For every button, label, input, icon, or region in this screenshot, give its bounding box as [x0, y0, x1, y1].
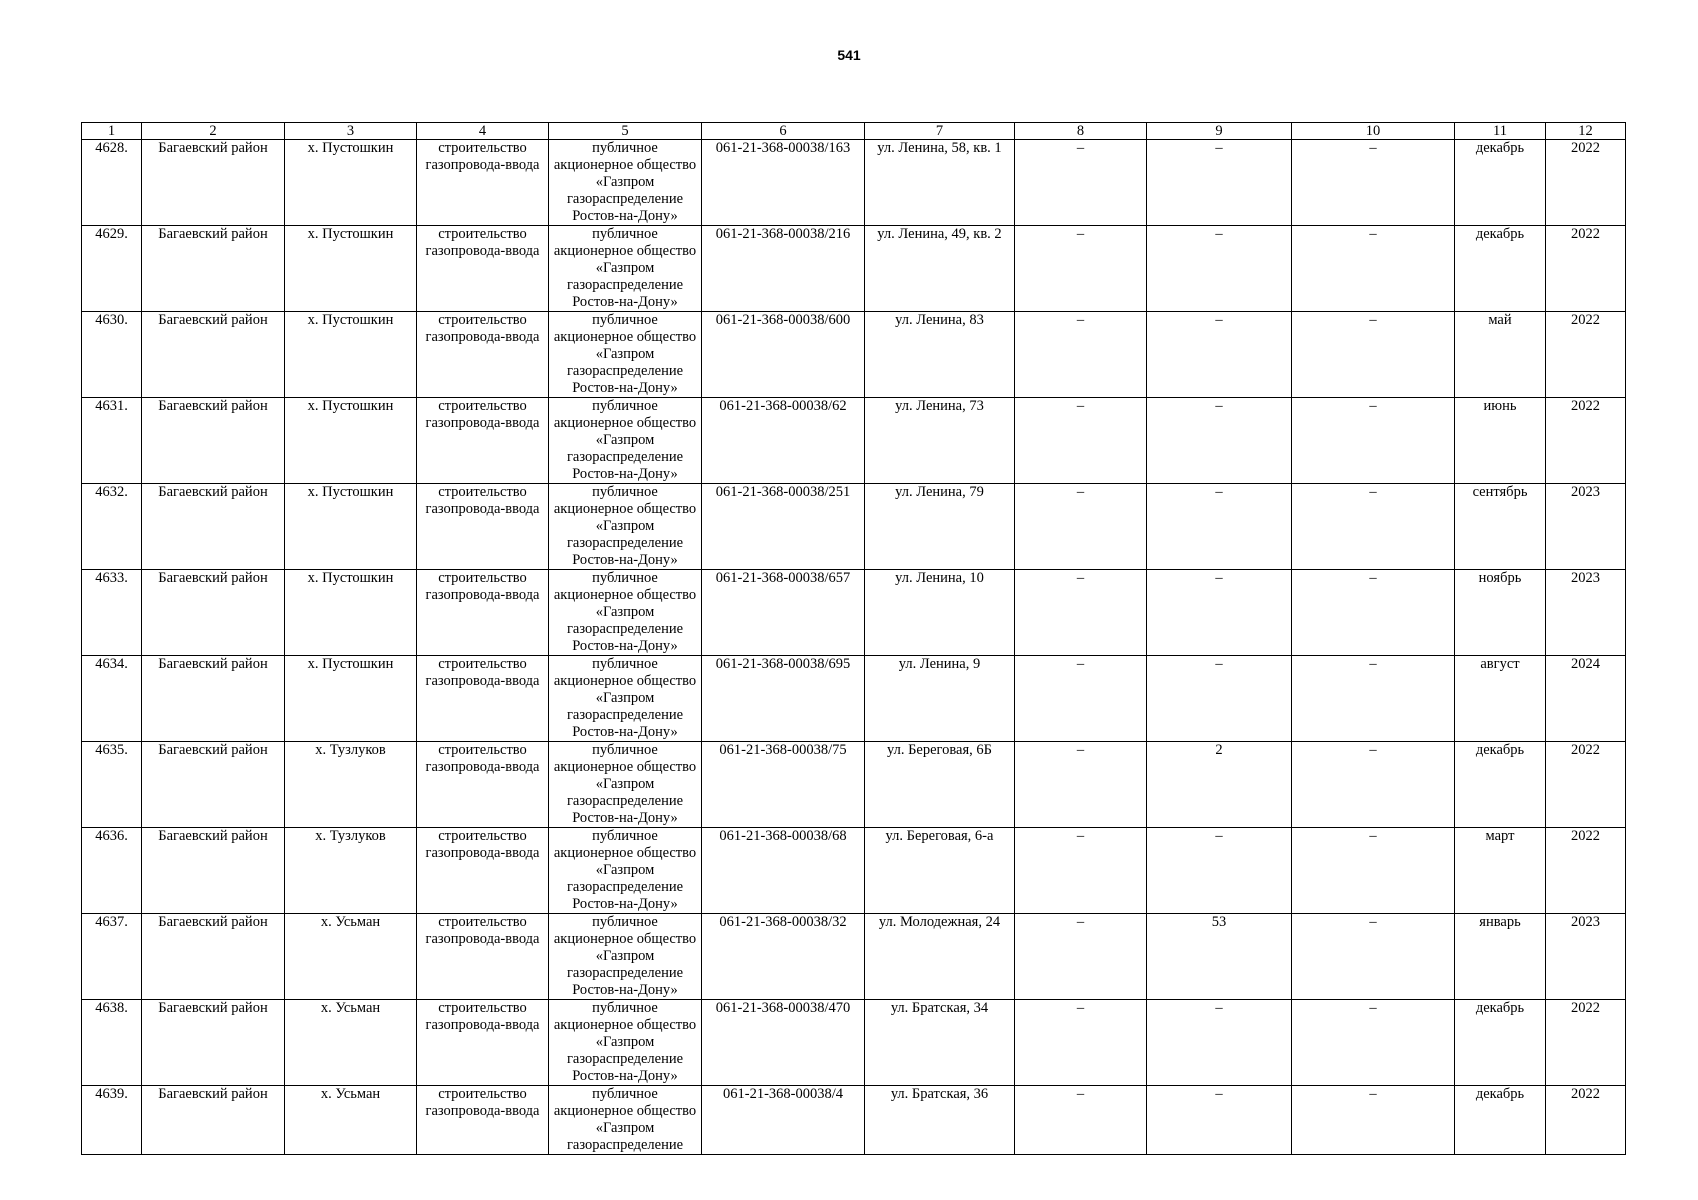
table-row — [82, 1086, 1626, 1155]
month-cell: март — [1455, 828, 1546, 914]
code-cell: 061-21-368-00038/470 — [702, 1000, 865, 1086]
table-row — [82, 140, 1626, 226]
column-header: 1 — [82, 123, 142, 140]
column-8-cell: – — [1015, 1086, 1147, 1155]
column-9-cell: – — [1147, 484, 1292, 570]
column-10-cell: – — [1292, 656, 1455, 742]
table-body — [82, 123, 1626, 1155]
work-type-cell: строительство газопровода-ввода — [417, 140, 549, 226]
organization-cell: публичное акционерное общество «Газпром газораспределение Ростов-на-Дону» — [549, 140, 702, 226]
work-type-cell: строительство газопровода-ввода — [417, 484, 549, 570]
district-cell: Багаевский район — [142, 742, 285, 828]
month-cell: декабрь — [1455, 1000, 1546, 1086]
table-row — [82, 312, 1626, 398]
address-cell: ул. Ленина, 58, кв. 1 — [865, 140, 1015, 226]
work-type-cell: строительство газопровода-ввода — [417, 398, 549, 484]
district-cell: Багаевский район — [142, 312, 285, 398]
column-9-cell: – — [1147, 1086, 1292, 1155]
column-header: 2 — [142, 123, 285, 140]
column-9-cell: – — [1147, 1000, 1292, 1086]
code-cell: 061-21-368-00038/4 — [702, 1086, 865, 1155]
work-type-cell: строительство газопровода-ввода — [417, 742, 549, 828]
month-cell: июнь — [1455, 398, 1546, 484]
column-header: 4 — [417, 123, 549, 140]
row-number-cell: 4633. — [82, 570, 142, 656]
month-cell: май — [1455, 312, 1546, 398]
month-cell: ноябрь — [1455, 570, 1546, 656]
address-cell: ул. Братская, 34 — [865, 1000, 1015, 1086]
address-cell: ул. Ленина, 49, кв. 2 — [865, 226, 1015, 312]
locality-cell: х. Усьман — [285, 1000, 417, 1086]
column-10-cell: – — [1292, 742, 1455, 828]
column-10-cell: – — [1292, 312, 1455, 398]
code-cell: 061-21-368-00038/163 — [702, 140, 865, 226]
locality-cell: х. Пустошкин — [285, 312, 417, 398]
column-10-cell: – — [1292, 140, 1455, 226]
locality-cell: х. Усьман — [285, 914, 417, 1000]
column-header: 3 — [285, 123, 417, 140]
column-header: 6 — [702, 123, 865, 140]
column-9-cell: – — [1147, 312, 1292, 398]
year-cell: 2023 — [1546, 570, 1626, 656]
locality-cell: х. Пустошкин — [285, 656, 417, 742]
row-number-cell: 4638. — [82, 1000, 142, 1086]
organization-cell: публичное акционерное общество «Газпром газораспределение Ростов-на-Дону» — [549, 226, 702, 312]
column-10-cell: – — [1292, 570, 1455, 656]
column-8-cell: – — [1015, 570, 1147, 656]
code-cell: 061-21-368-00038/32 — [702, 914, 865, 1000]
month-cell: август — [1455, 656, 1546, 742]
year-cell: 2023 — [1546, 484, 1626, 570]
table-row — [82, 828, 1626, 914]
table-row — [82, 398, 1626, 484]
month-cell: декабрь — [1455, 1086, 1546, 1155]
address-cell: ул. Молодежная, 24 — [865, 914, 1015, 1000]
column-8-cell: – — [1015, 312, 1147, 398]
district-cell: Багаевский район — [142, 398, 285, 484]
row-number-cell: 4635. — [82, 742, 142, 828]
table-row — [82, 656, 1626, 742]
code-cell: 061-21-368-00038/657 — [702, 570, 865, 656]
column-10-cell: – — [1292, 398, 1455, 484]
code-cell: 061-21-368-00038/251 — [702, 484, 865, 570]
district-cell: Багаевский район — [142, 1000, 285, 1086]
year-cell: 2022 — [1546, 828, 1626, 914]
work-type-cell: строительство газопровода-ввода — [417, 1000, 549, 1086]
year-cell: 2022 — [1546, 398, 1626, 484]
row-number-cell: 4639. — [82, 1086, 142, 1155]
locality-cell: х. Пустошкин — [285, 226, 417, 312]
column-8-cell: – — [1015, 398, 1147, 484]
row-number-cell: 4628. — [82, 140, 142, 226]
district-cell: Багаевский район — [142, 914, 285, 1000]
column-10-cell: – — [1292, 484, 1455, 570]
column-8-cell: – — [1015, 914, 1147, 1000]
row-number-cell: 4630. — [82, 312, 142, 398]
work-type-cell: строительство газопровода-ввода — [417, 914, 549, 1000]
organization-cell: публичное акционерное общество «Газпром газораспределение Ростов-на-Дону» — [549, 312, 702, 398]
address-cell: ул. Береговая, 6Б — [865, 742, 1015, 828]
row-number-cell: 4636. — [82, 828, 142, 914]
page-number: 541 — [837, 47, 861, 63]
locality-cell: х. Тузлуков — [285, 742, 417, 828]
column-header: 7 — [865, 123, 1015, 140]
year-cell: 2024 — [1546, 656, 1626, 742]
column-number-row — [82, 123, 1626, 140]
table-row — [82, 1000, 1626, 1086]
year-cell: 2022 — [1546, 312, 1626, 398]
address-cell: ул. Ленина, 79 — [865, 484, 1015, 570]
organization-cell: публичное акционерное общество «Газпром газораспределение Ростов-на-Дону» — [549, 484, 702, 570]
locality-cell: х. Пустошкин — [285, 484, 417, 570]
work-type-cell: строительство газопровода-ввода — [417, 828, 549, 914]
column-8-cell: – — [1015, 1000, 1147, 1086]
district-cell: Багаевский район — [142, 140, 285, 226]
year-cell: 2023 — [1546, 914, 1626, 1000]
table-row — [82, 226, 1626, 312]
locality-cell: х. Пустошкин — [285, 398, 417, 484]
column-10-cell: – — [1292, 226, 1455, 312]
column-9-cell: – — [1147, 828, 1292, 914]
organization-cell: публичное акционерное общество «Газпром газораспределение Ростов-на-Дону» — [549, 656, 702, 742]
row-number-cell: 4637. — [82, 914, 142, 1000]
district-cell: Багаевский район — [142, 828, 285, 914]
column-header: 10 — [1292, 123, 1455, 140]
column-10-cell: – — [1292, 1000, 1455, 1086]
column-8-cell: – — [1015, 226, 1147, 312]
column-9-cell: – — [1147, 398, 1292, 484]
column-9-cell: – — [1147, 656, 1292, 742]
district-cell: Багаевский район — [142, 570, 285, 656]
column-10-cell: – — [1292, 828, 1455, 914]
column-9-cell: – — [1147, 570, 1292, 656]
month-cell: декабрь — [1455, 742, 1546, 828]
code-cell: 061-21-368-00038/216 — [702, 226, 865, 312]
column-8-cell: – — [1015, 742, 1147, 828]
column-9-cell: 53 — [1147, 914, 1292, 1000]
column-10-cell: – — [1292, 1086, 1455, 1155]
year-cell: 2022 — [1546, 226, 1626, 312]
address-cell: ул. Береговая, 6-а — [865, 828, 1015, 914]
district-cell: Багаевский район — [142, 656, 285, 742]
column-header: 11 — [1455, 123, 1546, 140]
locality-cell: х. Тузлуков — [285, 828, 417, 914]
column-header: 8 — [1015, 123, 1147, 140]
district-cell: Багаевский район — [142, 484, 285, 570]
organization-cell: публичное акционерное общество «Газпром газораспределение Ростов-на-Дону» — [549, 828, 702, 914]
column-9-cell: 2 — [1147, 742, 1292, 828]
column-8-cell: – — [1015, 484, 1147, 570]
year-cell: 2022 — [1546, 1086, 1626, 1155]
row-number-cell: 4632. — [82, 484, 142, 570]
locality-cell: х. Пустошкин — [285, 140, 417, 226]
work-type-cell: строительство газопровода-ввода — [417, 226, 549, 312]
column-8-cell: – — [1015, 828, 1147, 914]
address-cell: ул. Братская, 36 — [865, 1086, 1015, 1155]
column-10-cell: – — [1292, 914, 1455, 1000]
organization-cell: публичное акционерное общество «Газпром газораспределение Ростов-на-Дону» — [549, 570, 702, 656]
code-cell: 061-21-368-00038/75 — [702, 742, 865, 828]
locality-cell: х. Усьман — [285, 1086, 417, 1155]
code-cell: 061-21-368-00038/62 — [702, 398, 865, 484]
work-type-cell: строительство газопровода-ввода — [417, 656, 549, 742]
code-cell: 061-21-368-00038/600 — [702, 312, 865, 398]
organization-cell: публичное акционерное общество «Газпром газораспределение Ростов-на-Дону» — [549, 914, 702, 1000]
table-row — [82, 914, 1626, 1000]
table-row — [82, 484, 1626, 570]
column-header: 9 — [1147, 123, 1292, 140]
organization-cell: публичное акционерное общество «Газпром газораспределение Ростов-на-Дону» — [549, 398, 702, 484]
column-header: 5 — [549, 123, 702, 140]
address-cell: ул. Ленина, 10 — [865, 570, 1015, 656]
work-type-cell: строительство газопровода-ввода — [417, 312, 549, 398]
work-type-cell: строительство газопровода-ввода — [417, 1086, 549, 1155]
address-cell: ул. Ленина, 9 — [865, 656, 1015, 742]
table-row — [82, 570, 1626, 656]
code-cell: 061-21-368-00038/68 — [702, 828, 865, 914]
code-cell: 061-21-368-00038/695 — [702, 656, 865, 742]
organization-cell: публичное акционерное общество «Газпром газораспределение Ростов-на-Дону» — [549, 742, 702, 828]
year-cell: 2022 — [1546, 742, 1626, 828]
column-9-cell: – — [1147, 226, 1292, 312]
column-9-cell: – — [1147, 140, 1292, 226]
month-cell: сентябрь — [1455, 484, 1546, 570]
month-cell: декабрь — [1455, 226, 1546, 312]
month-cell: январь — [1455, 914, 1546, 1000]
row-number-cell: 4631. — [82, 398, 142, 484]
work-type-cell: строительство газопровода-ввода — [417, 570, 549, 656]
register-table — [81, 122, 1626, 1155]
row-number-cell: 4629. — [82, 226, 142, 312]
year-cell: 2022 — [1546, 1000, 1626, 1086]
table-row — [82, 742, 1626, 828]
organization-cell: публичное акционерное общество «Газпром газораспределение Ростов-на-Дону» — [549, 1000, 702, 1086]
locality-cell: х. Пустошкин — [285, 570, 417, 656]
district-cell: Багаевский район — [142, 226, 285, 312]
district-cell: Багаевский район — [142, 1086, 285, 1155]
organization-cell: публичное акционерное общество «Газпром газораспределение — [549, 1086, 702, 1155]
column-8-cell: – — [1015, 656, 1147, 742]
column-header: 12 — [1546, 123, 1626, 140]
column-8-cell: – — [1015, 140, 1147, 226]
year-cell: 2022 — [1546, 140, 1626, 226]
address-cell: ул. Ленина, 73 — [865, 398, 1015, 484]
address-cell: ул. Ленина, 83 — [865, 312, 1015, 398]
row-number-cell: 4634. — [82, 656, 142, 742]
month-cell: декабрь — [1455, 140, 1546, 226]
